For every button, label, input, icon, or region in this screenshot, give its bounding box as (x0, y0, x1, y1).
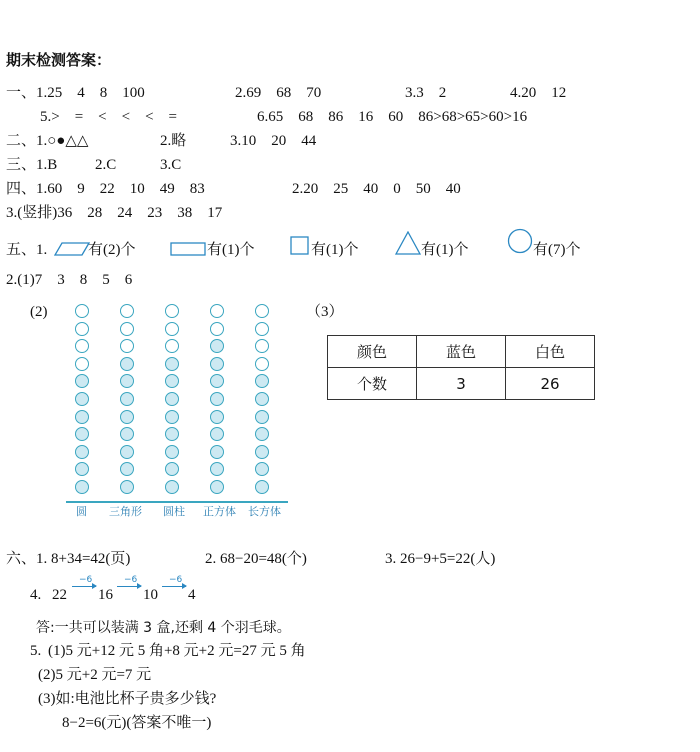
bead-2-5 (120, 374, 134, 388)
answer-4-1: 四、1.60 9 22 10 49 83 (6, 181, 205, 197)
answer-3-3: 3.C (160, 157, 182, 173)
bead-2-8 (120, 427, 134, 441)
bead-5-6 (255, 392, 269, 406)
bead-4-10 (210, 462, 224, 476)
page-title: 期末检测答案： (6, 51, 112, 69)
answer-6-2: 2. 68−20=48(个) (205, 551, 307, 567)
color-count-table (327, 335, 595, 400)
bead-4-9 (210, 445, 224, 459)
shape-count-parallelogram: 有(2)个 (88, 242, 136, 258)
shape-count-square: 有(1)个 (311, 242, 359, 258)
bead-3-9 (165, 445, 179, 459)
bead-4-1 (210, 304, 224, 318)
answer-5-2-2-label: (2) (30, 304, 48, 320)
bead-3-10 (165, 462, 179, 476)
bead-2-6 (120, 392, 134, 406)
bead-1-9 (75, 445, 89, 459)
answer-6-3: 3. 26−9+5=22(人) (385, 551, 496, 567)
answer-1-3: 3.3 2 (405, 85, 447, 101)
shape-count-triangle: 有(1)个 (421, 242, 469, 258)
chain-value-3: 10 (143, 587, 158, 603)
bead-1-7 (75, 410, 89, 424)
table-row-label: 个数 (328, 368, 417, 400)
bead-2-11 (120, 480, 134, 494)
bead-2-1 (120, 304, 134, 318)
bead-1-2 (75, 322, 89, 336)
bead-1-10 (75, 462, 89, 476)
bead-5-1 (255, 304, 269, 318)
bead-2-2 (120, 322, 134, 336)
bead-4-11 (210, 480, 224, 494)
answer-3-1: 三、1.B (6, 157, 58, 173)
bead-1-1 (75, 304, 89, 318)
chain-value-2: 16 (98, 587, 113, 603)
table-header-color: 颜色 (328, 336, 417, 368)
x-tick-label: 三角形 (109, 505, 142, 518)
bead-3-3 (165, 339, 179, 353)
bead-4-8 (210, 427, 224, 441)
bead-3-6 (165, 392, 179, 406)
bead-5-4 (255, 357, 269, 371)
table-header-blue: 蓝色 (417, 336, 506, 368)
bead-5-11 (255, 480, 269, 494)
chain-value-4: 4 (188, 587, 196, 603)
table-header-white: 白色 (506, 336, 595, 368)
answer-2-2: 2.略 (160, 133, 187, 149)
bead-4-6 (210, 392, 224, 406)
bead-2-9 (120, 445, 134, 459)
bead-5-2 (255, 322, 269, 336)
bead-5-8 (255, 427, 269, 441)
bead-1-3 (75, 339, 89, 353)
answer-6-4-label: 4. (30, 587, 42, 603)
shape-count-circle: 有(7)个 (533, 242, 581, 258)
bead-3-5 (165, 374, 179, 388)
shape-count-rectangle: 有(1)个 (207, 242, 255, 258)
bead-2-7 (120, 410, 134, 424)
chain-step-2: −6 (124, 575, 138, 585)
answer-2-3: 3.10 20 44 (230, 133, 317, 149)
bead-2-3 (120, 339, 134, 353)
bead-1-5 (75, 374, 89, 388)
answer-6-5-1: (1)5 元+12 元 5 角+8 元+2 元=27 元 5 角 (48, 643, 306, 659)
bead-2-10 (120, 462, 134, 476)
bead-4-5 (210, 374, 224, 388)
chain-arrow-3 (162, 586, 186, 587)
answer-4-2: 2.20 25 40 0 50 40 (292, 181, 461, 197)
answer-6-4-text: 答:一共可以装满 3 盒,还剩 4 个羽毛球。 (36, 620, 291, 636)
bead-3-1 (165, 304, 179, 318)
chain-value-1: 22 (52, 587, 67, 603)
chain-step-3: −6 (169, 575, 183, 585)
bead-2-4 (120, 357, 134, 371)
table-header-row (328, 336, 595, 368)
bead-3-4 (165, 357, 179, 371)
bead-5-3 (255, 339, 269, 353)
bead-3-8 (165, 427, 179, 441)
chain-arrow-2 (117, 586, 141, 587)
bead-3-2 (165, 322, 179, 336)
bead-5-9 (255, 445, 269, 459)
answer-6-5-3: (3)如:电池比杯子贵多少钱? (38, 691, 217, 707)
bead-1-8 (75, 427, 89, 441)
bead-1-4 (75, 357, 89, 371)
answer-3-2: 2.C (95, 157, 117, 173)
answer-2-1: 二、1.○●△△ (6, 133, 89, 149)
x-tick-label: 长方体 (248, 505, 281, 518)
table-cell-blue: 3 (417, 368, 506, 400)
answer-6-5-label: 5. (30, 643, 42, 659)
answer-1-6: 6.65 68 86 16 60 86>68>65>60>16 (257, 109, 528, 125)
answer-5-2-1: 2.(1)7 3 8 5 6 (6, 272, 133, 288)
answer-6-1: 六、1. 8+34=42(页) (6, 551, 131, 567)
bead-4-2 (210, 322, 224, 336)
bead-4-4 (210, 357, 224, 371)
bead-5-5 (255, 374, 269, 388)
answer-5-prefix: 五、1. (6, 242, 48, 258)
x-tick-label: 圆柱 (163, 505, 185, 518)
answer-1-4: 4.20 12 (510, 85, 567, 101)
bead-3-11 (165, 480, 179, 494)
answer-1-5: 5.> = < < < = (40, 109, 178, 125)
bead-1-6 (75, 392, 89, 406)
bead-5-7 (255, 410, 269, 424)
table-cell-white: 26 (506, 368, 595, 400)
bead-5-10 (255, 462, 269, 476)
table-row (328, 368, 595, 400)
answer-1-1: 一、1.25 4 8 100 (6, 85, 145, 101)
answer-6-5-2: (2)5 元+2 元=7 元 (38, 667, 152, 683)
x-tick-label: 圆 (76, 505, 87, 518)
chain-step-1: −6 (79, 575, 93, 585)
answer-4-3: 3.(竖排)36 28 24 23 38 17 (6, 205, 223, 221)
answer-1-2: 2.69 68 70 (235, 85, 322, 101)
chain-arrow-1 (72, 586, 96, 587)
bead-4-3 (210, 339, 224, 353)
x-tick-label: 正方体 (203, 505, 236, 518)
bead-1-11 (75, 480, 89, 494)
answer-5-2-3-label: （3） (306, 304, 344, 320)
bead-3-7 (165, 410, 179, 424)
answer-6-5-4: 8−2=6(元)(答案不唯一) (62, 715, 212, 731)
bead-4-7 (210, 410, 224, 424)
